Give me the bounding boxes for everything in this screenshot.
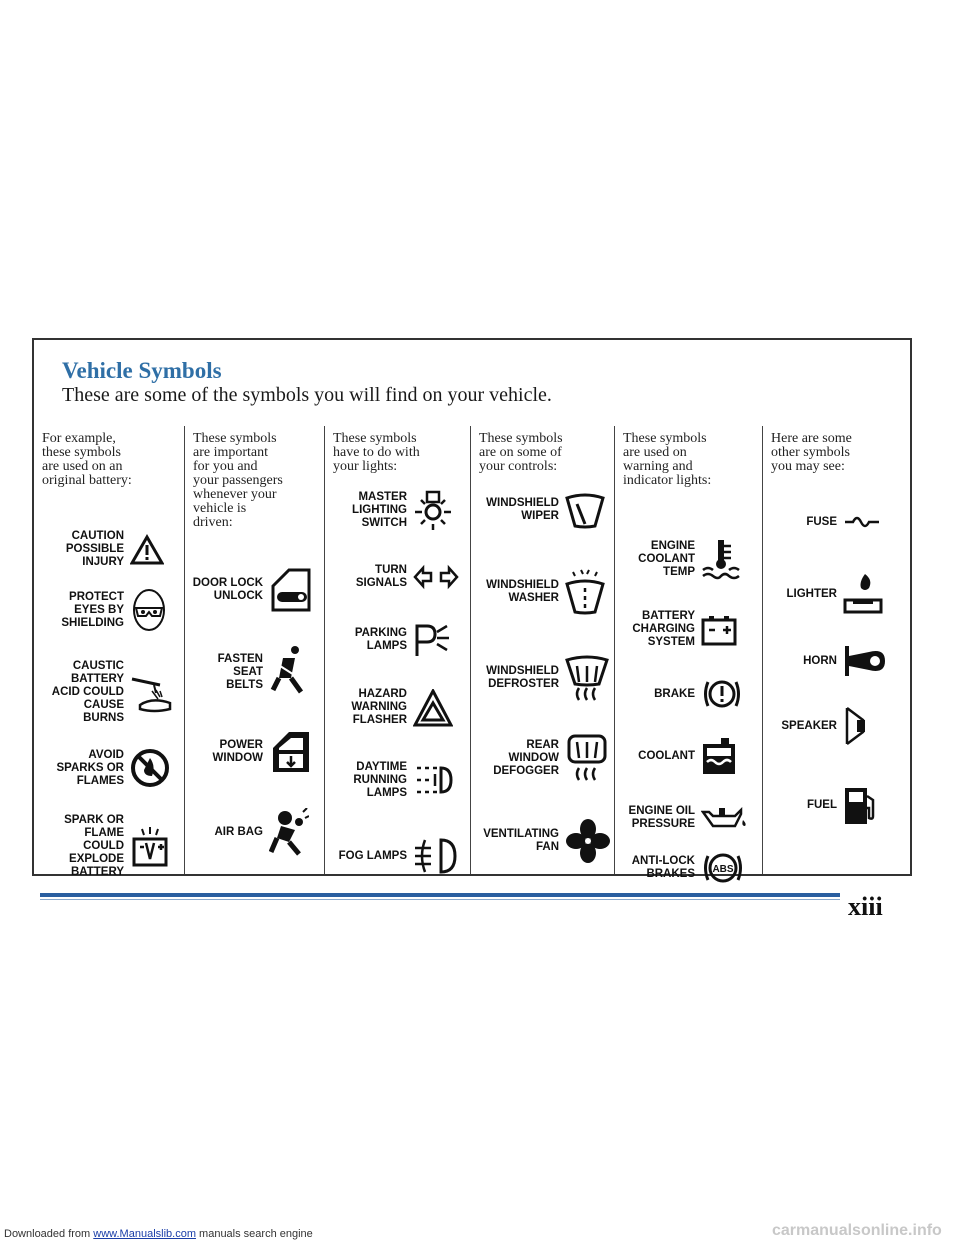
symbol-anti-lock-brakes [621,848,745,888]
symbol-ventilating-fan [477,818,611,864]
rear-defogger-icon [565,732,609,784]
battery-explode-icon [130,825,170,869]
symbol-coolant [621,736,737,776]
symbol-washer [477,568,605,616]
column-intro: Here are some other symbols you may see: [771,431,852,474]
symbol-label: PARKING LAMPS [354,627,407,652]
symbol-master-lighting [333,488,453,532]
symbol-label: ANTI-LOCK BRAKES [631,855,695,880]
box-title: Vehicle Symbols [62,358,222,383]
symbol-fog-lamps [333,836,457,876]
symbol-engine-coolant-temp [621,538,741,580]
symbol-label: VENTILATING FAN [483,828,559,853]
oil-pressure-icon [701,804,747,832]
washer-icon [565,568,605,616]
fuse-icon [843,512,881,532]
coolant-temp-icon [701,538,741,580]
abs-icon [701,848,745,888]
symbol-label: FOG LAMPS [338,849,407,862]
symbol-label: FUSE [806,515,837,528]
symbol-label: AIR BAG [214,825,263,838]
symbol-battery-charging [621,610,737,649]
vehicle-symbols-box [32,338,912,880]
symbol-label: FUEL [806,798,837,811]
download-footer [4,1228,313,1240]
footer-prefix: Downloaded from [4,1228,94,1240]
symbol-label: TURN SIGNALS [355,564,407,589]
symbol-caution [42,530,164,569]
symbol-oil-pressure [621,804,747,832]
symbol-fuel [773,784,879,826]
symbol-parking-lamps [333,622,451,658]
symbol-protect-eyes [42,586,168,634]
page-rule-thin [40,899,840,900]
coolant-icon [701,736,737,776]
acid-hand-icon [130,671,174,715]
no-flame-icon [130,748,170,788]
abs-text: ABS [712,864,734,875]
symbol-seat-belts [191,644,307,700]
symbol-defroster [477,654,609,702]
column-lights [324,426,470,874]
hazard-triangle-icon [413,689,453,727]
symbol-label: WINDSHIELD WIPER [486,497,559,522]
power-window-icon [269,728,313,776]
horn-icon [843,644,887,678]
symbol-label: BRAKE [654,687,695,700]
symbol-horn [773,644,887,678]
symbol-power-window [191,728,313,776]
watermark: carmanualsonline.info [772,1222,942,1239]
column-warning-lights [614,426,762,880]
symbol-label: MASTER LIGHTING SWITCH [352,490,407,529]
symbol-door-lock [191,566,313,614]
symbol-speaker [773,706,869,746]
symbol-label: ENGINE COOLANT TEMP [638,539,695,578]
symbol-label: LIGHTER [786,587,837,600]
symbol-label: DOOR LOCK UNLOCK [192,577,263,602]
symbol-spark-explode [42,814,170,879]
column-intro: These symbols have to do with your lights: [333,431,420,474]
page-rule [40,893,840,897]
symbol-label: BATTERY CHARGING SYSTEM [632,610,695,648]
caution-triangle-icon [130,534,164,566]
symbol-label: WINDSHIELD WASHER [486,579,559,604]
symbol-label: HORN [803,654,837,667]
symbol-label: HAZARD WARNING FLASHER [351,688,407,726]
column-passengers [184,426,324,874]
symbol-turn-signals [333,564,459,590]
page-number: xiii [848,892,883,921]
symbol-hazard [333,688,453,727]
seat-belt-icon [269,644,307,700]
lighter-icon [843,572,883,616]
fog-lamps-icon [413,836,457,876]
fan-icon [565,818,611,864]
parking-lamps-icon [413,622,451,658]
symbol-label: REAR WINDOW DEFOGGER [493,738,559,777]
symbol-label: COOLANT [638,749,695,762]
footer-suffix: manuals search engine [195,1228,313,1240]
master-lighting-icon [413,488,453,532]
symbol-fuse [773,512,881,532]
symbol-air-bag [191,808,309,856]
column-intro: These symbols are important for you and your passengers whenever your vehicle is driven: [193,431,283,530]
fuel-pump-icon [843,784,879,826]
door-lock-icon [269,566,313,614]
symbol-label: POWER WINDOW [212,739,263,764]
column-intro: These symbols are used on warning and indicator lights: [623,431,712,488]
column-battery [34,426,184,878]
symbol-label: AVOID SPARKS OR FLAMES [56,748,124,787]
daytime-lamps-icon [413,760,453,800]
column-intro: For example, these symbols are used on an original battery: [42,431,132,488]
defroster-icon [565,654,609,702]
symbol-label: CAUSTIC BATTERY ACID COULD CAUSE BURNS [51,660,124,724]
battery-icon [701,614,737,646]
symbol-label: WINDSHIELD DEFROSTER [486,665,559,690]
column-intro: These symbols are on some of your controls: [479,431,563,474]
symbol-label: PROTECT EYES BY SHIELDING [61,590,124,629]
symbol-label: FASTEN SEAT BELTS [217,652,263,691]
symbol-label: ENGINE OIL PRESSURE [628,805,695,830]
symbol-lighter [773,572,883,616]
symbol-caustic-acid [42,660,174,725]
symbol-label: CAUTION POSSIBLE INJURY [65,530,124,568]
symbol-wiper [477,490,605,530]
wiper-icon [565,490,605,530]
column-other [762,426,910,874]
manualslib-link[interactable]: www.Manualslib.com [93,1228,196,1240]
symbol-label: SPEAKER [781,719,837,732]
symbol-label: SPARK OR FLAME COULD EXPLODE BATTERY [64,814,124,878]
symbol-avoid-sparks [42,748,170,788]
turn-signals-icon [413,564,459,590]
speaker-icon [843,706,869,746]
box-subtitle: These are some of the symbols you will find on your vehicle. [62,384,552,406]
eye-shield-icon [130,586,168,634]
symbol-daytime-lamps [333,760,453,800]
symbol-label: DAYTIME RUNNING LAMPS [353,760,407,799]
column-controls [470,426,614,874]
air-bag-icon [269,808,309,856]
symbol-rear-defogger [477,732,609,784]
brake-icon [701,674,743,714]
symbol-brake [621,674,743,714]
